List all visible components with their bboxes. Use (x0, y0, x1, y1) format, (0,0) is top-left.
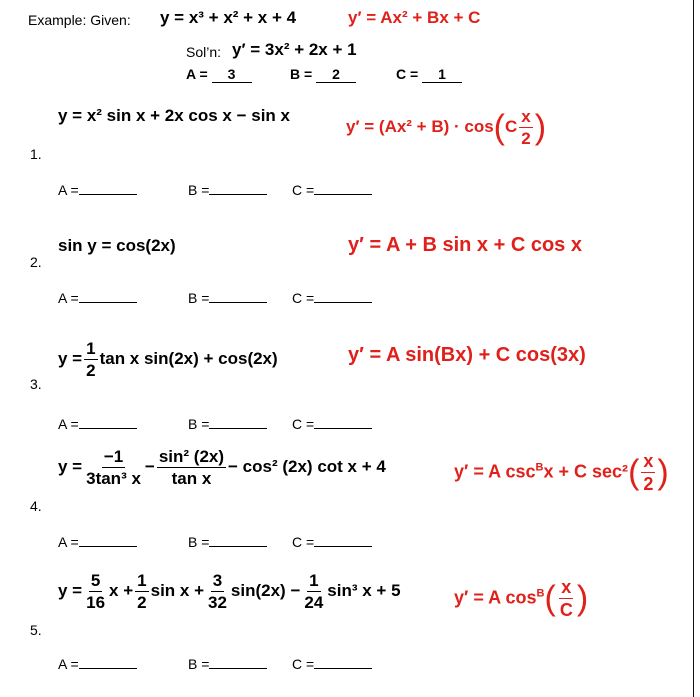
example-target: y′ = Ax² + Bx + C (348, 8, 481, 27)
problem-4-c-label: C = (292, 534, 315, 550)
problem-5-c (292, 654, 372, 672)
problem-3-given-num: 1 (86, 339, 96, 358)
problem-4-f2-num: sin² (2x) (158, 447, 225, 466)
problem-1-b (188, 180, 267, 198)
problem-3-a (58, 414, 137, 432)
problem-4-target: y′ = A $\csc^Bx + C$ sec²( $\frac{x}{2}$ ) (454, 451, 669, 494)
problem-4-number: 4. (30, 498, 42, 514)
problem-3-target: y′ = A sin(Bx) + C cos(3x) (348, 344, 586, 366)
problem-2-a-label: A = (58, 290, 79, 306)
problem-3-given-rest: tan x sin(2x) + cos(2x) (99, 348, 278, 368)
example-b-label: B = (290, 66, 313, 82)
problem-4-b (188, 532, 267, 550)
problem-1-b-blank[interactable] (209, 180, 267, 195)
problem-3-c-blank[interactable] (314, 414, 372, 429)
problem-4-given-prefix: y = (58, 456, 83, 476)
problem-3-given-den: 2 (86, 361, 96, 380)
problem-5-t2-den: 2 (137, 593, 147, 612)
example-label: Example: Given: (28, 12, 131, 28)
page-edge-line (693, 0, 694, 697)
problem-5-target-sup: B (536, 587, 545, 600)
problem-4-a-blank[interactable] (79, 532, 137, 547)
example-a-label: A = (186, 66, 208, 82)
problem-5-t3-rest: sin(2x) − (230, 580, 301, 600)
problem-5-t1-rest: x + (109, 580, 134, 600)
problem-4-c (292, 532, 372, 550)
problem-4-minus: − (144, 456, 155, 476)
problem-4-target-mid: x + C sec² (543, 461, 629, 482)
problem-5-t1-den: 16 (86, 593, 106, 612)
problem-5-t3-den: 32 (208, 593, 227, 612)
problem-4-f1-den: 3tan³ x (86, 469, 141, 488)
problem-2-c (292, 288, 372, 306)
problem-2-given: sin y = cos(2x) (58, 236, 176, 255)
problem-5-target: y′ = A $\cos^B$( $\frac{x}{C}$ ) (454, 577, 589, 620)
problem-5-t1-num: 5 (90, 571, 101, 590)
problem-4-target-prefix: y′ = A csc (454, 461, 536, 482)
problem-4-b-label: B = (188, 534, 210, 550)
problem-1-given: y = x² sin x + 2x cos x − sin x (58, 106, 290, 125)
problem-2-a-blank[interactable] (79, 288, 137, 303)
problem-2-target: y′ = A + B sin x + C cos x (348, 234, 582, 256)
problem-2-a (58, 288, 137, 306)
problem-5-t4-den: 24 (304, 593, 324, 612)
problem-4-given-rest: − cos² (2x) cot x + 4 (228, 456, 386, 476)
problem-5-t3-num: 3 (212, 571, 223, 590)
problem-1-target-num: x (521, 107, 531, 126)
problem-3-a-label: A = (58, 416, 79, 432)
problem-5-t4-num: 1 (309, 571, 319, 590)
problem-4-target-sup: B (535, 461, 544, 474)
example-a (186, 66, 252, 83)
problem-5-given (58, 572, 401, 611)
problem-5-target-prefix: y′ = A cos (454, 587, 537, 608)
problem-3-given (58, 340, 278, 379)
problem-4-target-num: x (643, 451, 654, 471)
example-soln: y′ = 3x² + 2x + 1 (232, 40, 357, 59)
example-given: y = x³ + x² + x + 4 (160, 8, 297, 27)
problem-5-target-num: x (561, 577, 572, 597)
example-c-value: 1 (422, 66, 462, 83)
example-c (396, 66, 462, 83)
problem-1-target-den: 2 (521, 129, 531, 148)
problem-4-a (58, 532, 137, 550)
problem-5-b-blank[interactable] (209, 654, 267, 669)
problem-4-f2-den: tan x (171, 469, 212, 488)
problem-4-target-den: 2 (643, 474, 654, 494)
problem-3-given-prefix: y = (58, 348, 83, 368)
problem-3-b (188, 414, 267, 432)
problem-5-t2-num: 1 (137, 571, 147, 590)
problem-5-c-blank[interactable] (314, 654, 372, 669)
problem-5-a (58, 654, 137, 672)
problem-5-a-label: A = (58, 656, 79, 672)
problem-1-number: 1. (30, 146, 42, 162)
problem-5-target-den: C (559, 600, 573, 620)
problem-1-target-prefix: y′ = (Ax² + B) · cos (346, 116, 494, 136)
problem-5-b-label: B = (188, 656, 210, 672)
problem-3-c (292, 414, 372, 432)
problem-5-c-label: C = (292, 656, 315, 672)
problem-1-c-label: C = (292, 182, 315, 198)
problem-5-a-blank[interactable] (79, 654, 137, 669)
problem-4-c-blank[interactable] (314, 532, 372, 547)
problem-4-a-label: A = (58, 534, 79, 550)
problem-1-b-label: B = (188, 182, 210, 198)
problem-1-a (58, 180, 137, 198)
problem-4-given (58, 448, 386, 487)
problem-3-b-blank[interactable] (209, 414, 267, 429)
problem-1-a-blank[interactable] (79, 180, 137, 195)
problem-2-number: 2. (30, 254, 42, 270)
problem-2-c-blank[interactable] (314, 288, 372, 303)
example-soln-label: Sol’n: (186, 44, 222, 60)
problem-2-c-label: C = (292, 290, 315, 306)
example-c-label: C = (396, 66, 419, 82)
problem-5-b (188, 654, 267, 672)
problem-3-number: 3. (30, 376, 42, 392)
problem-5-t4-rest: sin³ x + 5 (327, 580, 401, 600)
problem-1-a-label: A = (58, 182, 79, 198)
example-b (290, 66, 356, 83)
problem-1-c (292, 180, 372, 198)
problem-5-given-prefix: y = (58, 580, 83, 600)
example-a-value: 3 (212, 66, 252, 83)
problem-5-number: 5. (30, 622, 42, 638)
problem-3-a-blank[interactable] (79, 414, 137, 429)
problem-2-b-label: B = (188, 290, 210, 306)
problem-3-c-label: C = (292, 416, 315, 432)
problem-1-target-c: C (505, 116, 518, 136)
problem-5-t2-rest: sin x + (150, 580, 204, 600)
problem-2-b-blank[interactable] (209, 288, 267, 303)
problem-4-b-blank[interactable] (209, 532, 267, 547)
problem-3-b-label: B = (188, 416, 210, 432)
problem-4-f1-num: −1 (103, 447, 124, 466)
problem-1-c-blank[interactable] (314, 180, 372, 195)
example-b-value: 2 (316, 66, 356, 83)
problem-2-b (188, 288, 267, 306)
problem-1-target: y′ = (Ax² + B) · cos(C $\frac{x}{2}$ ) (346, 107, 547, 148)
